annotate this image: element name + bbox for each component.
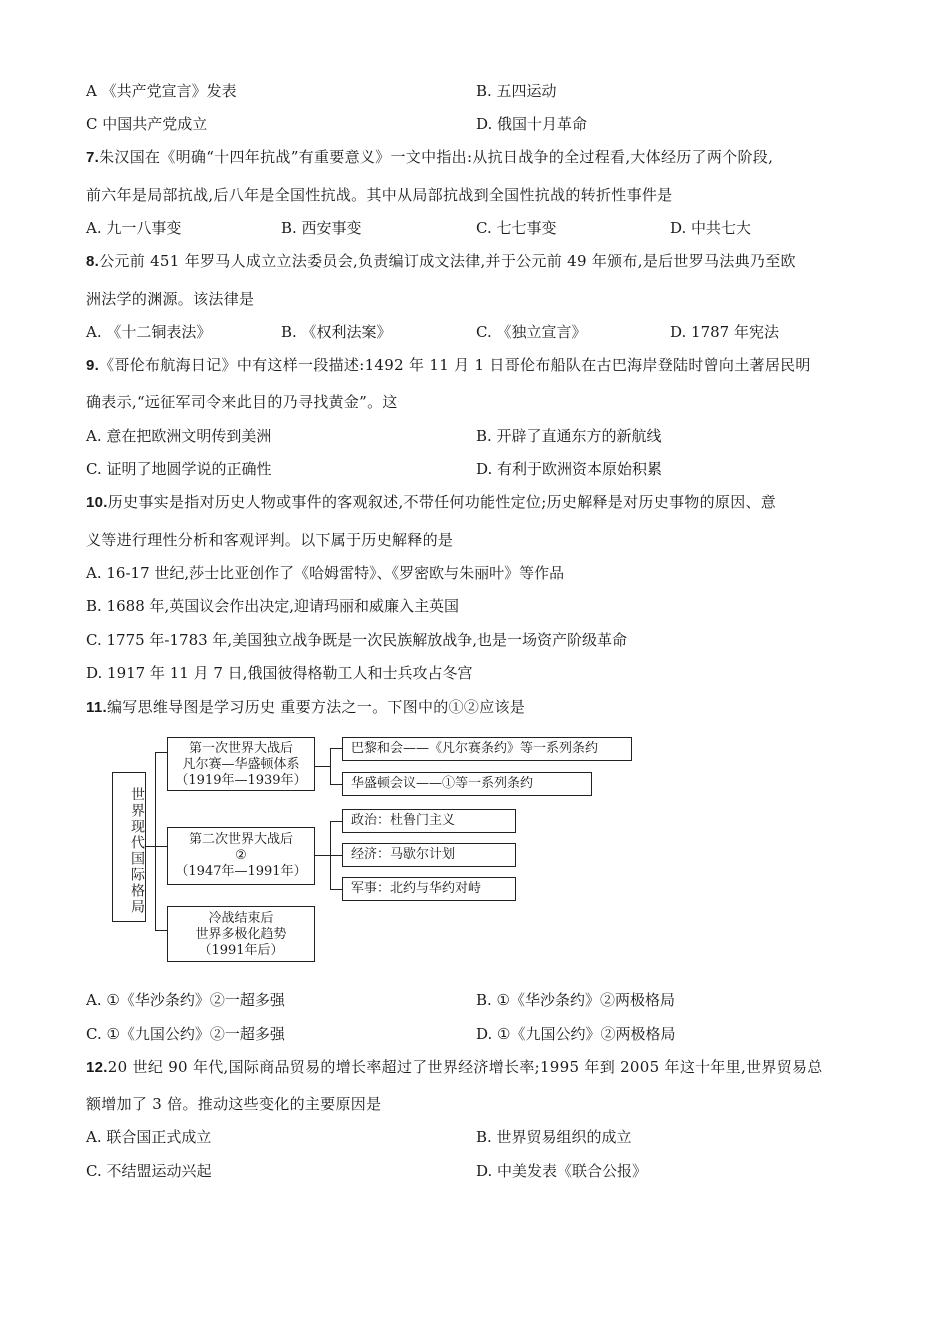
q12-option-c: C. 不结盟运动兴起 <box>86 1162 212 1180</box>
q12-number: 12. <box>86 1059 108 1076</box>
q9-option-a: A. 意在把欧洲文明传到美洲 <box>86 427 272 445</box>
stage1-title: 第一次世界大战后 <box>188 741 293 756</box>
branch3-connector <box>155 930 167 931</box>
q9-stem-line2: 确表示,“远征军司令来此目的乃寻找黄金”。这 <box>86 393 398 411</box>
q8-stem-line2: 洲法学的渊源。该法律是 <box>86 290 255 308</box>
q7-text-1: 朱汉国在《明确“十四年抗战”有重要意义》一文中指出:从抗日战争的全过程看,大体经历了两个阶段, <box>99 148 774 166</box>
q6-option-a: A 《共产党宣言》发表 <box>86 82 237 100</box>
stage1-item2-link <box>330 784 342 785</box>
stage3-title: 冷战结束后 <box>208 911 274 926</box>
q8-option-d: D. 1787 年宪法 <box>670 323 779 341</box>
stage1-item2-box <box>342 772 592 796</box>
q12-stem-line2: 额增加了 3 倍。推动这些变化的主要原因是 <box>86 1095 382 1113</box>
stage1-item1-label: 巴黎和会——《凡尔赛条约》等一系列条约 <box>351 741 599 756</box>
q10-option-b: B. 1688 年,英国议会作出决定,迎请玛丽和威廉入主英国 <box>86 597 460 615</box>
stage1-link <box>315 766 330 767</box>
q8-option-a: A. 《十二铜表法》 <box>86 323 212 341</box>
q11-option-d: D. ①《九国公约》②两极格局 <box>476 1025 676 1043</box>
q6-option-b: B. 五四运动 <box>476 82 557 100</box>
mind-map-root <box>112 772 146 922</box>
q11-stem-line1 <box>86 697 525 718</box>
stage1-period: （1919年—1939年） <box>175 773 307 788</box>
q9-text-1: 《哥伦布航海日记》中有这样一段描述:1492 年 11 月 1 日哥伦布船队在古巴海岸登陆时曾向土著居民明 <box>99 356 811 374</box>
q12-option-d: D. 中美发表《联合公报》 <box>476 1162 648 1180</box>
stage3-trend: 世界多极化趋势 <box>195 927 287 942</box>
q9-option-c: C. 证明了地圆学说的正确性 <box>86 460 272 478</box>
q7-option-c: C. 七七事变 <box>476 219 557 237</box>
q7-stem-line2: 前六年是局部抗战,后八年是全国性抗战。其中从局部抗战到全国性抗战的转折性事件是 <box>86 186 673 204</box>
q10-text-1: 历史事实是指对历史人物或事件的客观叙述,不带任何功能性定位;历史解释是对历史事物的原因、意 <box>107 493 777 511</box>
q11-number: 11. <box>86 699 107 716</box>
q10-stem-line2: 义等进行理性分析和客观评判。以下属于历史解释的是 <box>86 531 454 549</box>
root-bracket-line <box>155 752 156 930</box>
stage2-item3-label: 军事：北约与华约对峙 <box>351 881 482 896</box>
q10-option-d: D. 1917 年 11 月 7 日,俄国彼得格勒工人和士兵攻占冬宫 <box>86 664 473 682</box>
q10-option-c: C. 1775 年-1783 年,美国独立战争既是一次民族解放战争,也是一场资产阶级革命 <box>86 631 627 649</box>
stage1-bracket <box>330 748 331 784</box>
q11-option-b: B. ①《华沙条约》②两极格局 <box>476 991 676 1009</box>
stage1-item1-link <box>330 748 342 749</box>
stage2-item1-box <box>342 809 516 833</box>
branch1-connector <box>155 752 167 753</box>
stage1-system: 凡尔赛—华盛顿体系 <box>182 757 300 772</box>
q6-option-d: D. 俄国十月革命 <box>476 115 588 133</box>
q8-number: 8. <box>86 253 100 270</box>
q10-option-a: A. 16-17 世纪,莎士比亚创作了《哈姆雷特》、《罗密欧与朱丽叶》等作品 <box>86 564 565 582</box>
q8-option-b: B. 《权利法案》 <box>281 323 392 341</box>
q7-option-b: B. 西安事变 <box>281 219 362 237</box>
stage2-period: （1947年—1991年） <box>175 864 307 879</box>
stage2-item1-label: 政治：杜鲁门主义 <box>351 813 456 828</box>
stage3-period: （1991年后） <box>198 943 284 958</box>
stage2-title: 第二次世界大战后 <box>188 832 293 847</box>
q11-text-1: 编写思维导图是学习历史 重要方法之一。下图中的①②应该是 <box>106 698 526 716</box>
stage2-item1-link <box>330 821 342 822</box>
stage1-box <box>167 737 315 791</box>
q6-option-c: C 中国共产党成立 <box>86 115 208 133</box>
stage2-item2-link <box>330 855 342 856</box>
q10-stem-line1 <box>86 492 776 513</box>
stage1-item2-label: 华盛顿会议——①等一系列条约 <box>351 776 534 791</box>
q9-number: 9. <box>86 357 100 374</box>
stage2-item3-link <box>330 889 342 890</box>
stage2-item2-label: 经济：马歇尔计划 <box>351 847 456 862</box>
q7-option-a: A. 九一八事变 <box>86 219 182 237</box>
q7-number: 7. <box>86 149 100 166</box>
q11-option-c: C. ①《九国公约》②一超多强 <box>86 1025 285 1043</box>
q8-text-1: 公元前 451 年罗马人成立立法委员会,负责编订成文法律,并于公元前 49 年颁布,是后世罗马法典乃至欧 <box>99 252 796 270</box>
stage2-item3-box <box>342 877 516 901</box>
q12-stem-line1 <box>86 1057 823 1078</box>
stage1-item1-box <box>342 737 632 761</box>
q9-option-b: B. 开辟了直通东方的新航线 <box>476 427 662 445</box>
q7-stem-line1 <box>86 147 773 168</box>
branch2-connector <box>155 846 167 847</box>
q9-option-d: D. 有利于欧洲资本原始积累 <box>476 460 663 478</box>
stage2-box <box>167 827 315 885</box>
q11-option-a: A. ①《华沙条约》②一超多强 <box>86 991 285 1009</box>
q12-option-b: B. 世界贸易组织的成立 <box>476 1128 632 1146</box>
stage3-box <box>167 906 315 962</box>
q10-number: 10. <box>86 494 108 511</box>
mind-map-root-label: 世界现代国际格局 <box>129 787 145 915</box>
stage2-item2-box <box>342 843 516 867</box>
stage2-link <box>315 855 330 856</box>
q9-stem-line1 <box>86 355 811 376</box>
stage2-blank: ② <box>235 848 247 863</box>
q8-stem-line1 <box>86 251 796 272</box>
q7-option-d: D. 中共七大 <box>670 219 752 237</box>
q12-option-a: A. 联合国正式成立 <box>86 1128 212 1146</box>
q8-option-c: C. 《独立宣言》 <box>476 323 587 341</box>
q12-text-1: 20 世纪 90 年代,国际商品贸易的增长率超过了世界经济增长率;1995 年到 2005 年这十年里,世界贸易总 <box>107 1058 823 1076</box>
